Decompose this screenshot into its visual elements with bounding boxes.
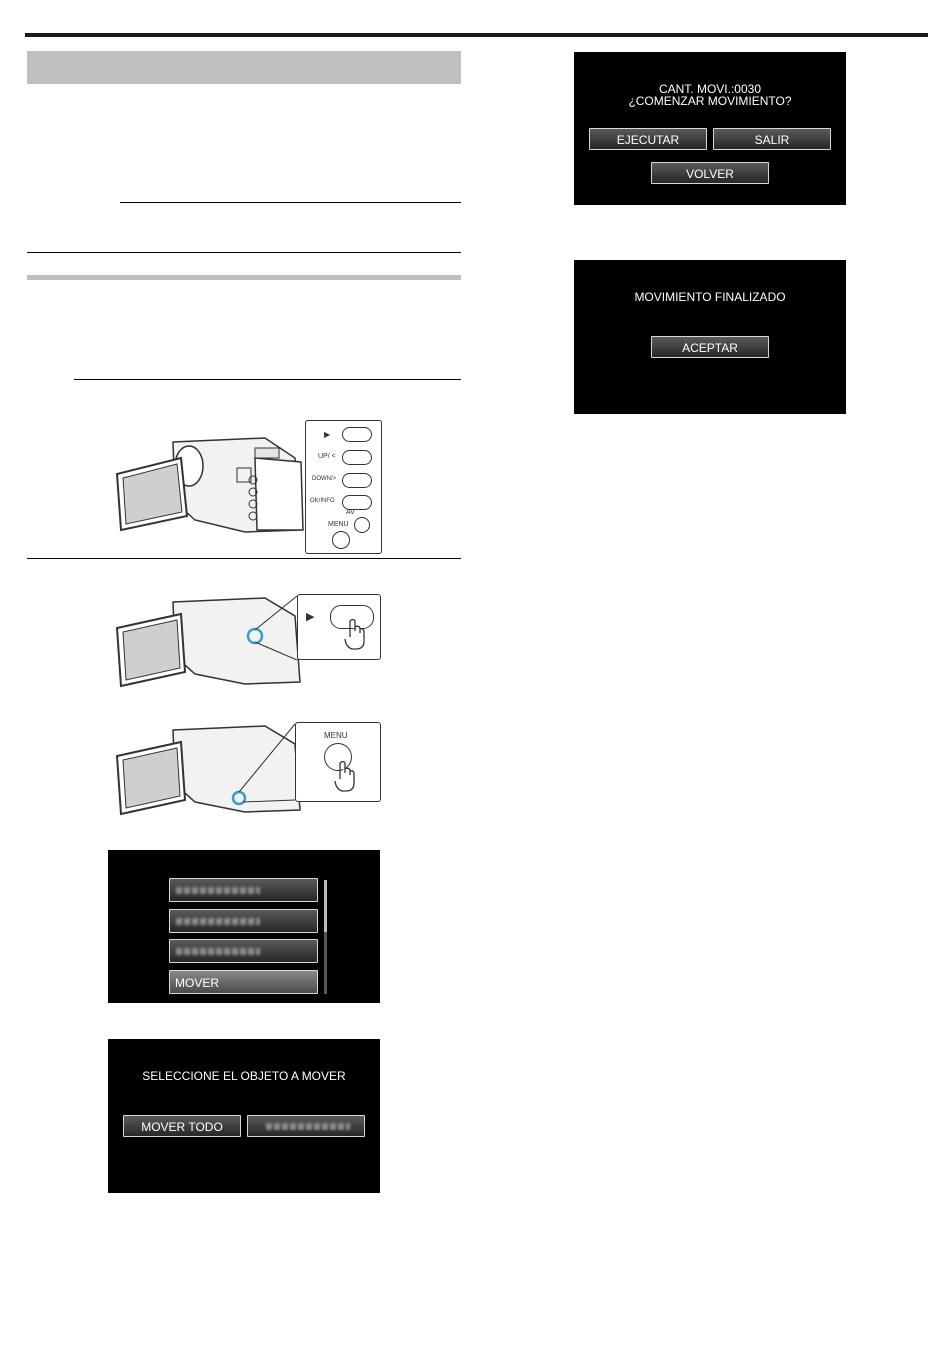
divider xyxy=(27,252,461,253)
section-header-bar xyxy=(27,51,461,84)
menu-label: MENU xyxy=(328,521,349,528)
camera-play-illustration xyxy=(105,590,382,690)
menu-screen xyxy=(108,850,380,1003)
camcorder-icon xyxy=(105,418,305,556)
execute-button[interactable]: EJECUTAR xyxy=(589,128,707,150)
exit-button[interactable]: SALIR xyxy=(713,128,831,150)
confirm-question: ¿COMENZAR MOVIMIENTO? xyxy=(628,94,792,108)
play-icon: ▶ xyxy=(324,430,331,439)
divider xyxy=(120,202,461,203)
down-button[interactable] xyxy=(342,473,372,488)
ok-label: OK/INFO xyxy=(310,498,335,504)
select-object-screen xyxy=(108,1039,380,1193)
down-label: DOWN/> xyxy=(312,476,337,482)
up-label: UP/ < xyxy=(318,453,336,460)
camera-illustration xyxy=(105,418,382,556)
blurred-label xyxy=(176,948,260,955)
move-all-button[interactable]: MOVER TODO xyxy=(123,1115,241,1137)
blurred-label xyxy=(266,1123,350,1130)
accept-button[interactable]: ACEPTAR xyxy=(651,336,769,358)
menu-zoom-panel xyxy=(295,722,381,802)
blurred-label xyxy=(176,918,260,925)
menu-item[interactable] xyxy=(169,909,318,933)
movie-count: CANT. MOVI.:0030 xyxy=(658,82,762,96)
av-label: AV xyxy=(346,509,355,516)
option-button[interactable] xyxy=(247,1115,365,1137)
finished-screen xyxy=(574,260,846,414)
av-button[interactable] xyxy=(354,517,370,533)
divider xyxy=(27,558,461,559)
camera-menu-illustration xyxy=(105,718,382,818)
menu-button[interactable] xyxy=(332,531,350,549)
finished-message: MOVIMIENTO FINALIZADO xyxy=(634,290,786,304)
scrollbar[interactable] xyxy=(324,880,327,994)
divider xyxy=(74,379,461,380)
finger-press-icon xyxy=(342,617,372,651)
ok-button[interactable] xyxy=(342,495,372,510)
menu-item[interactable] xyxy=(169,878,318,902)
play-zoom-panel xyxy=(297,594,381,660)
button-panel xyxy=(305,420,382,554)
blurred-label xyxy=(176,887,260,894)
finger-press-icon xyxy=(332,759,362,795)
play-button[interactable] xyxy=(342,427,372,442)
confirm-screen xyxy=(574,52,846,205)
scrollbar-thumb[interactable] xyxy=(324,880,327,932)
play-icon: ▶ xyxy=(306,611,315,623)
menu-label: MENU xyxy=(324,731,348,740)
menu-item-mover[interactable]: MOVER xyxy=(169,970,318,994)
section-separator xyxy=(27,275,461,280)
back-button[interactable]: VOLVER xyxy=(651,162,769,184)
up-button[interactable] xyxy=(342,450,372,465)
top-rule xyxy=(25,33,928,37)
menu-item[interactable] xyxy=(169,939,318,963)
select-message: SELECCIONE EL OBJETO A MOVER xyxy=(142,1069,346,1083)
